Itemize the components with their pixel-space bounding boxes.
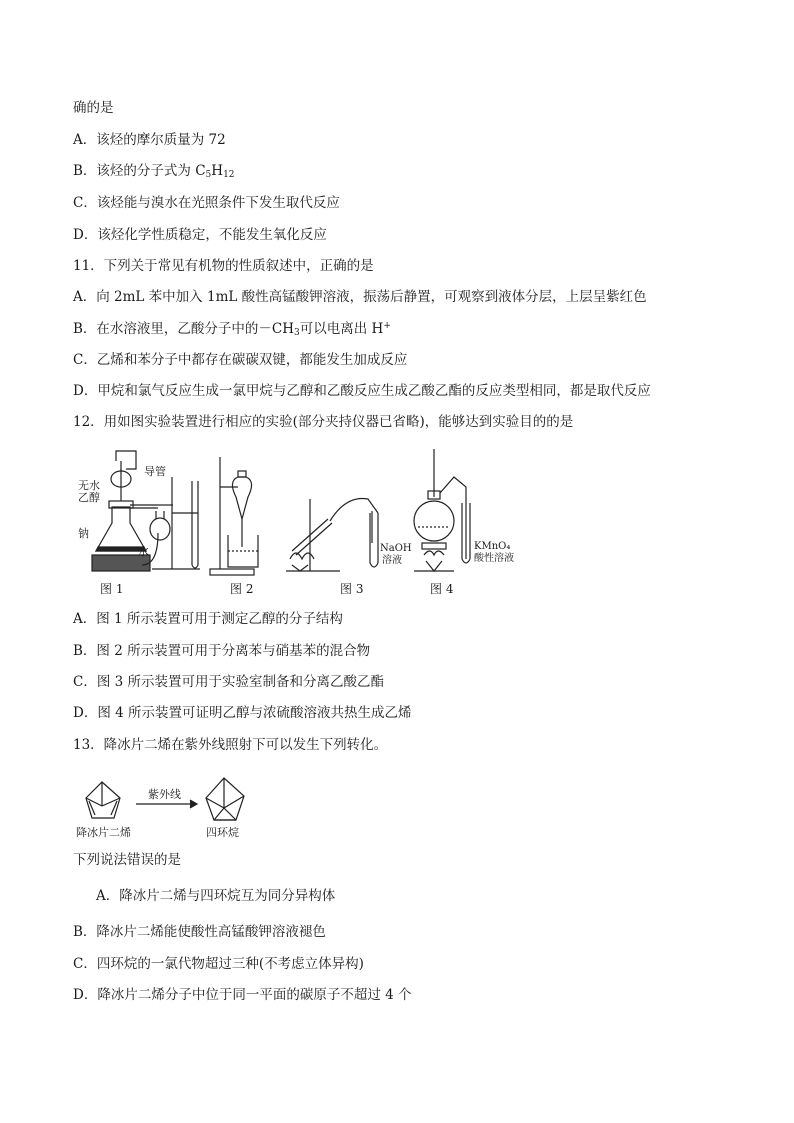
label-fig3: 图 3: [340, 582, 364, 596]
q12-option-a: A．图 1 所示装置可用于测定乙醇的分子结构: [73, 611, 343, 627]
label-tube: 导管: [144, 465, 166, 478]
q13-stem: 13．降冰片二烯在紫外线照射下可以发生下列转化。: [73, 737, 388, 753]
label-water: 水: [138, 545, 149, 558]
q12-option-c: C．图 3 所示装置可用于实验室制备和分离乙酸乙酯: [73, 674, 385, 690]
label-fig1: 图 1: [100, 582, 124, 596]
label-kmno4-2: 酸性溶液: [474, 553, 514, 564]
q12-stem: 12．用如图实验装置进行相应的实验(部分夹持仪器已省略)，能够达到实验目的的是: [73, 414, 574, 430]
q11-option-b: B．在水溶液里，乙酸分子中的$-CH_3$可以电离出 H+: [73, 321, 391, 338]
label-fig4: 图 4: [430, 582, 454, 596]
label-kmno4-1: KMnO₄: [474, 541, 511, 552]
lab-apparatus-figure: [78, 447, 538, 599]
q13-question: 下列说法错误的是: [73, 852, 181, 868]
q12-option-b: B．图 2 所示装置可用于分离苯与硝基苯的混合物: [73, 643, 371, 659]
arrow-label: 紫外线: [148, 788, 181, 801]
label-naoh-1: NaOH: [380, 543, 412, 554]
q11-stem: 11．下列关于常见有机物的性质叙述中，正确的是: [73, 258, 374, 274]
q13-option-c: C．四环烷的一氯代物超过三种(不考虑立体异构): [73, 956, 364, 972]
q13-option-b: B．降冰片二烯能使酸性高锰酸钾溶液褪色: [73, 924, 326, 940]
norbornadiene-structure: [86, 782, 120, 818]
q12-option-d: D．图 4 所示装置可证明乙醇与浓硫酸溶液共热生成乙烯: [73, 705, 412, 721]
figure-3-apparatus: [286, 498, 378, 571]
label-ethanol-2: 乙醇: [78, 491, 100, 504]
label-naoh-2: 溶液: [382, 555, 402, 566]
quadricyclane-structure: [206, 778, 244, 820]
q11-option-c: C．乙烯和苯分子中都存在碳碳双键，都能发生加成反应: [73, 352, 408, 368]
label-reactant: 降冰片二烯: [76, 826, 131, 839]
q13-option-a: A．降冰片二烯与四环烷互为同分异构体: [96, 888, 336, 904]
q11-option-d: D．甲烷和氯气反应生成一氯甲烷与乙醇和乙酸反应生成乙酸乙酯的反应类型相同，都是取代反应: [73, 383, 651, 399]
label-ethanol-1: 无水: [78, 479, 100, 492]
figure-2-apparatus: [210, 457, 258, 575]
label-fig2: 图 2: [230, 582, 254, 596]
reaction-scheme: [74, 768, 264, 844]
q10-option-b: B．该烃的分子式为 $C_5H_{12}$: [73, 163, 235, 180]
q10-option-c: C．该烃能与溴水在光照条件下发生取代反应: [73, 195, 340, 211]
label-product: 四环烷: [206, 826, 239, 839]
q13-option-d: D．降冰片二烯分子中位于同一平面的碳原子不超过 4 个: [73, 987, 412, 1003]
label-sodium: 钠: [78, 527, 89, 540]
q10-option-d: D．该烃化学性质稳定，不能发生氧化反应: [73, 227, 327, 243]
q10-option-a: A．该烃的摩尔质量为 72: [73, 132, 226, 148]
figure-4-apparatus: [414, 449, 470, 571]
q10-stem-tail: 确的是: [73, 100, 114, 116]
q11-option-a: A．向 2mL 苯中加入 1mL 酸性高锰酸钾溶液，振荡后静置，可观察到液体分层，上层呈紫红色: [73, 289, 647, 305]
